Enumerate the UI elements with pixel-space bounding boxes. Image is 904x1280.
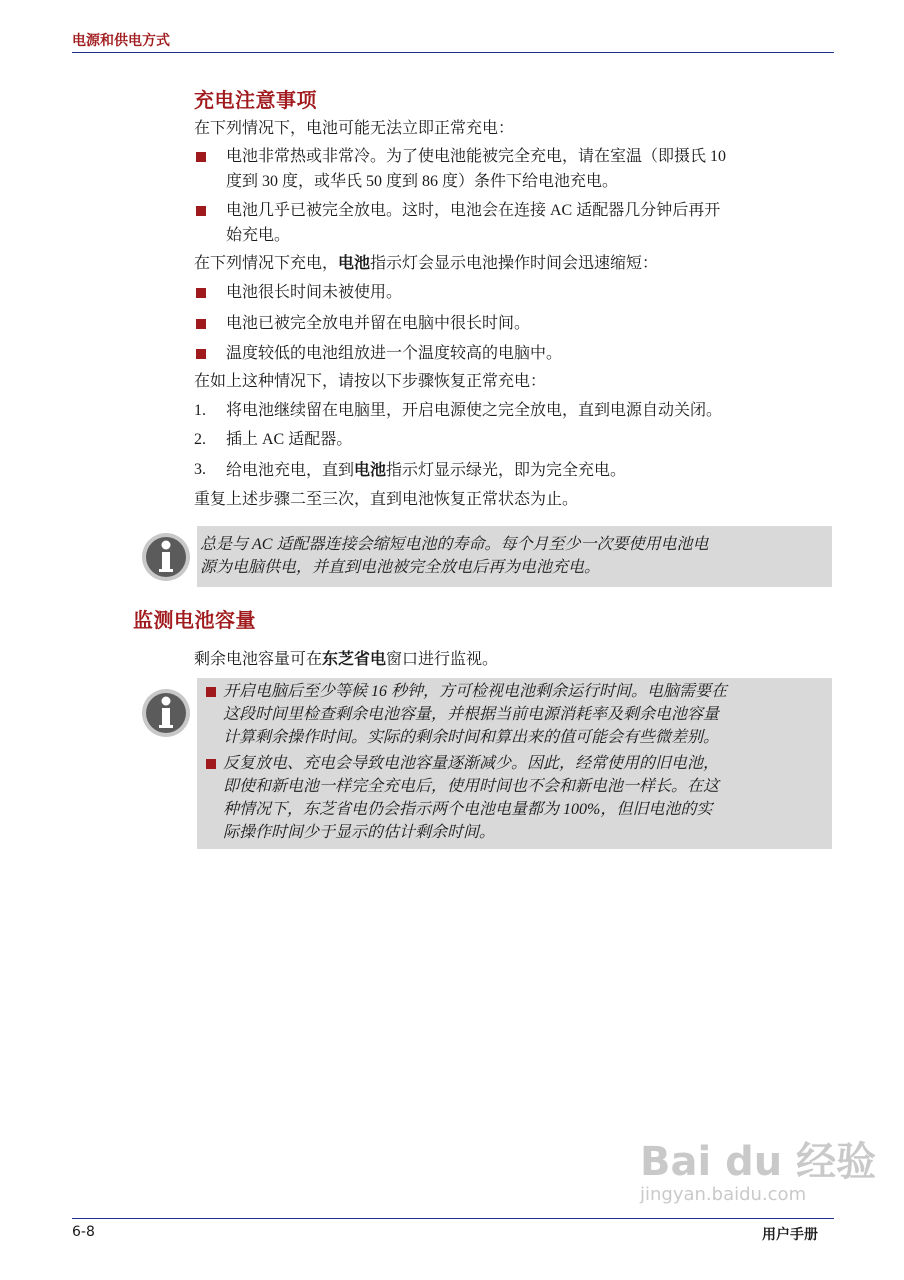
info-icon <box>140 687 192 739</box>
bullet-square-icon <box>196 206 206 216</box>
info-icon <box>140 531 192 583</box>
bullet-square-icon <box>206 759 216 769</box>
section-title-battery-capacity: 监测电池容量 <box>133 608 256 632</box>
section-title-charging-notes: 充电注意事项 <box>194 88 317 112</box>
footer-rule <box>72 1218 834 1219</box>
manual-title: 用户手册 <box>762 1227 818 1243</box>
bullet-square-icon <box>206 687 216 697</box>
bullet-square-icon <box>196 319 206 329</box>
list-item: 电池已被完全放电并留在电脑中很长时间。 <box>194 311 834 336</box>
note-box: 开启电脑后至少等候 16 秒钟，方可检视电池剩余运行时间。电脑需要在 这段时间里检查剩余电池容量，并根据当前电源消耗率及剩余电池容量 计算剩余操作时间。实际的剩余时间和算出来的值可能会有些微差别。 反复放电、充电会导致电池容量逐渐减少。因此，经常使用的旧电池， 即使和新电池一样完全充电后，使用时间也不会和新电池一样长。在这 种情况下，东芝省电仍会指示两个电池电量都为 100%，但旧电池的实 际操作时间少于显示的估计剩余时间。 <box>197 678 832 849</box>
section1-para2: 在下列情况下充电，电池指示灯会显示电池操作时间会迅速缩短： <box>194 253 659 272</box>
step-item: 1. 将电池继续留在电脑里，开启电源使之完全放电，直到电源自动关闭。 <box>194 402 723 419</box>
running-header-title: 电源和供电方式 <box>72 33 170 49</box>
watermark: Bai du 经验 jingyan.baidu.com <box>640 1139 877 1205</box>
section1-para4: 重复上述步骤二至三次，直到电池恢复正常状态为止。 <box>194 491 579 508</box>
list-item: 电池非常热或非常冷。为了使电池能被完全充电，请在室温（即摄氏 10 度到 30 度，或华氏 50 度到 86 度）条件下给电池充电。 <box>194 144 834 194</box>
header-rule <box>72 52 834 53</box>
list-item: 电池几乎已被完全放电。这时，电池会在连接 AC 适配器几分钟后再开 始充电。 <box>194 198 834 248</box>
list-item: 电池很长时间未被使用。 <box>194 280 834 305</box>
section2-intro: 剩余电池容量可在东芝省电窗口进行监视。 <box>194 649 499 668</box>
step-item: 2. 插上 AC 适配器。 <box>194 431 353 448</box>
list-item: 温度较低的电池组放进一个温度较高的电脑中。 <box>194 341 834 366</box>
page-number: 6-8 <box>72 1224 95 1240</box>
bullet-square-icon <box>196 349 206 359</box>
bullet-square-icon <box>196 152 206 162</box>
section1-para3: 在如上这种情况下，请按以下步骤恢复正常充电： <box>194 373 547 390</box>
note-box: 总是与 AC 适配器连接会缩短电池的寿命。每个月至少一次要使用电池电 源为电脑供电，并直到电池被完全放电后再为电池充电。 <box>197 526 832 587</box>
section1-intro: 在下列情况下，电池可能无法立即正常充电： <box>194 120 515 137</box>
step-item: 3. 给电池充电，直到电池指示灯显示绿光，即为完全充电。 <box>194 460 627 479</box>
bullet-square-icon <box>196 288 206 298</box>
